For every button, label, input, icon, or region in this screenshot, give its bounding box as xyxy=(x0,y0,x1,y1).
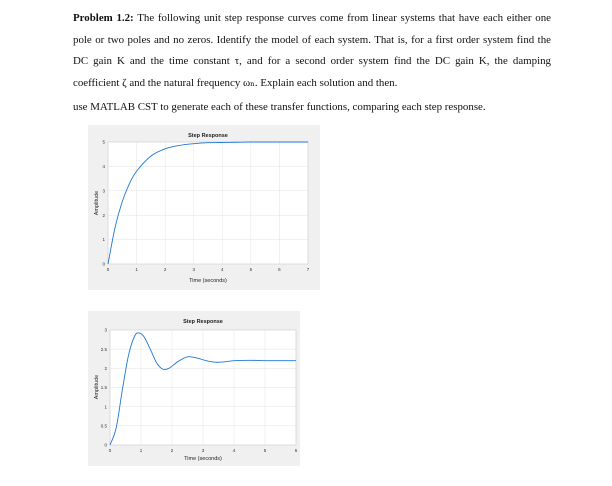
plot-area xyxy=(108,142,308,264)
x-tick-label: 0 xyxy=(108,448,112,453)
x-tick-label: 2 xyxy=(163,267,167,272)
problem-statement xyxy=(73,8,551,94)
problem-label: Problem 1.2: xyxy=(73,12,134,24)
matlab-instruction: use MATLAB CST to generate each of these transfer functions, comparing each step response. xyxy=(73,101,486,113)
x-tick-label: 5 xyxy=(263,448,267,453)
y-tick-label: 2 xyxy=(104,365,107,371)
y-tick-label: 5 xyxy=(102,139,105,145)
problem-line-2: either one pole or two poles and no zeros. Identify the model of each system. That is, for a first xyxy=(73,12,552,46)
y-tick-label: 4 xyxy=(102,164,105,169)
y-tick-label: 0.5 xyxy=(100,423,107,429)
x-axis-label: Time (seconds) xyxy=(189,278,227,284)
step-response-chart-1 xyxy=(88,125,320,290)
x-tick-label: 1 xyxy=(139,448,143,453)
problem-line-1: The following unit step response curves come from linear systems that have each xyxy=(137,12,504,24)
x-tick-label: 0 xyxy=(106,267,110,272)
x-tick-label: 4 xyxy=(232,448,236,453)
x-tick-label: 7 xyxy=(306,267,310,272)
x-tick-label: 3 xyxy=(201,448,205,453)
y-tick-label: 1.5 xyxy=(100,385,107,391)
y-tick-label: 2.5 xyxy=(100,346,107,352)
problem-line-3: order system find the DC gain K and the time constant τ, and for a second order system find the xyxy=(73,33,551,67)
x-tick-label: 4 xyxy=(221,267,224,272)
y-axis-label: Amplitude xyxy=(94,190,100,216)
y-tick-label: 1 xyxy=(102,237,105,243)
y-tick-label: 3 xyxy=(104,327,107,333)
chart-title: Step Response xyxy=(188,133,228,139)
chart-title: Step Response xyxy=(183,319,223,325)
y-tick-label: 3 xyxy=(102,188,105,194)
x-tick-label: 3 xyxy=(192,267,195,272)
problem-line-4: DC gain K, the damping coefficient ζ and the natural frequency ωₙ. Explain each solution and then. xyxy=(73,55,551,89)
x-tick-label: 6 xyxy=(294,448,298,453)
x-tick-label: 6 xyxy=(278,267,281,272)
y-tick-label: 0 xyxy=(102,261,105,267)
x-tick-label: 5 xyxy=(249,267,253,272)
x-tick-label: 2 xyxy=(170,448,174,453)
step-response-chart-2 xyxy=(88,311,300,466)
x-axis-label: Time (seconds) xyxy=(184,456,222,462)
y-tick-label: 2 xyxy=(102,212,105,218)
x-tick-label: 1 xyxy=(135,267,138,272)
y-axis-label: Amplitude xyxy=(94,374,100,400)
y-tick-label: 1 xyxy=(104,404,107,410)
y-tick-label: 0 xyxy=(104,442,107,448)
